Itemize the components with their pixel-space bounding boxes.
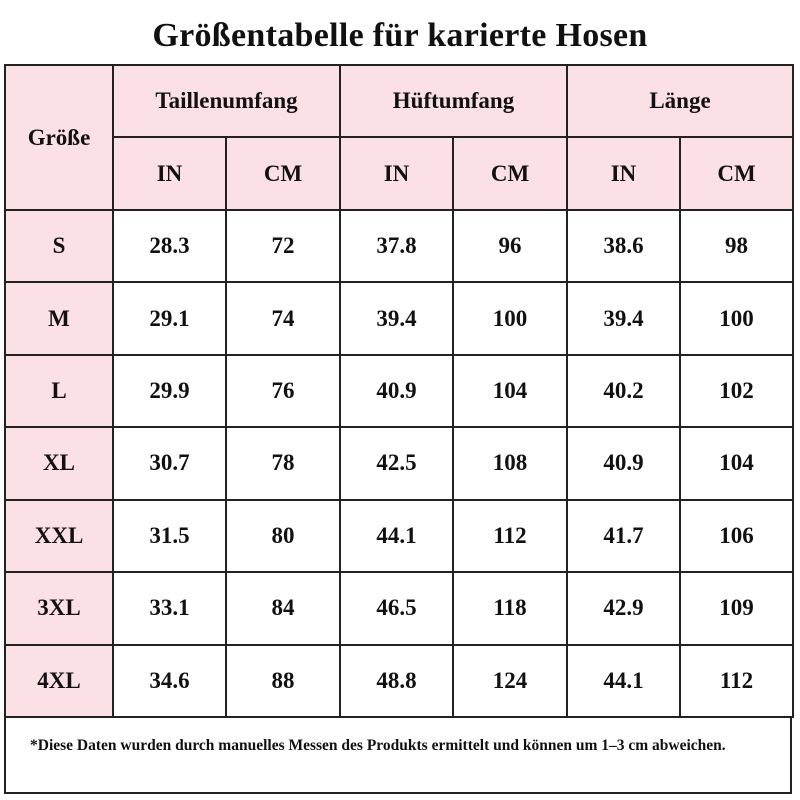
table-cell: 37.8 [340, 210, 453, 282]
unit-header-row [5, 137, 793, 210]
table-cell: 39.4 [567, 282, 680, 354]
table-cell: 72 [226, 210, 340, 282]
table-cell: 29.1 [113, 282, 226, 354]
table-cell: 30.7 [113, 427, 226, 499]
size-label: L [5, 355, 113, 427]
table-cell: 78 [226, 427, 340, 499]
table-cell: 76 [226, 355, 340, 427]
table-cell: 28.3 [113, 210, 226, 282]
table-cell: 46.5 [340, 572, 453, 644]
group-header-length: Länge [567, 65, 793, 137]
table-cell: 42.9 [567, 572, 680, 644]
table-cell: 33.1 [113, 572, 226, 644]
unit-header: CM [453, 137, 567, 210]
group-header-hip: Hüftumfang [340, 65, 567, 137]
table-cell: 100 [453, 282, 567, 354]
table-row [5, 282, 793, 354]
table-cell: 109 [680, 572, 793, 644]
size-label: 4XL [5, 645, 113, 717]
table-cell: 42.5 [340, 427, 453, 499]
table-cell: 108 [453, 427, 567, 499]
table-cell: 74 [226, 282, 340, 354]
table-cell: 40.2 [567, 355, 680, 427]
table-cell: 118 [453, 572, 567, 644]
size-label: XXL [5, 500, 113, 572]
unit-header: IN [340, 137, 453, 210]
table-cell: 44.1 [567, 645, 680, 717]
measurement-note: *Diese Daten wurden durch manuelles Messen des Produkts ermittelt und können um 1–3 cm abweichen. [4, 716, 792, 794]
table-row [5, 500, 793, 572]
table-cell: 104 [453, 355, 567, 427]
table-cell: 48.8 [340, 645, 453, 717]
table-cell: 124 [453, 645, 567, 717]
table-row [5, 355, 793, 427]
table-row [5, 572, 793, 644]
size-label: M [5, 282, 113, 354]
table-cell: 112 [453, 500, 567, 572]
table-row [5, 427, 793, 499]
table-cell: 41.7 [567, 500, 680, 572]
size-label: 3XL [5, 572, 113, 644]
unit-header: CM [226, 137, 340, 210]
size-table [4, 64, 794, 718]
table-cell: 38.6 [567, 210, 680, 282]
table-cell: 40.9 [567, 427, 680, 499]
page-title: Größentabelle für karierte Hosen [152, 17, 648, 54]
table-cell: 112 [680, 645, 793, 717]
table-row [5, 210, 793, 282]
table-cell: 44.1 [340, 500, 453, 572]
table-cell: 80 [226, 500, 340, 572]
table-cell: 100 [680, 282, 793, 354]
group-header-waist: Taillenumfang [113, 65, 340, 137]
size-column-header: Größe [5, 65, 113, 210]
table-cell: 39.4 [340, 282, 453, 354]
table-cell: 40.9 [340, 355, 453, 427]
table-cell: 102 [680, 355, 793, 427]
table-row [5, 645, 793, 717]
table-cell: 104 [680, 427, 793, 499]
size-label: S [5, 210, 113, 282]
unit-header: IN [113, 137, 226, 210]
size-label: XL [5, 427, 113, 499]
table-cell: 29.9 [113, 355, 226, 427]
table-cell: 88 [226, 645, 340, 717]
table-cell: 98 [680, 210, 793, 282]
table-cell: 31.5 [113, 500, 226, 572]
table-cell: 84 [226, 572, 340, 644]
unit-header: CM [680, 137, 793, 210]
table-cell: 34.6 [113, 645, 226, 717]
group-header-row [5, 65, 793, 137]
table-cell: 96 [453, 210, 567, 282]
table-cell: 106 [680, 500, 793, 572]
unit-header: IN [567, 137, 680, 210]
